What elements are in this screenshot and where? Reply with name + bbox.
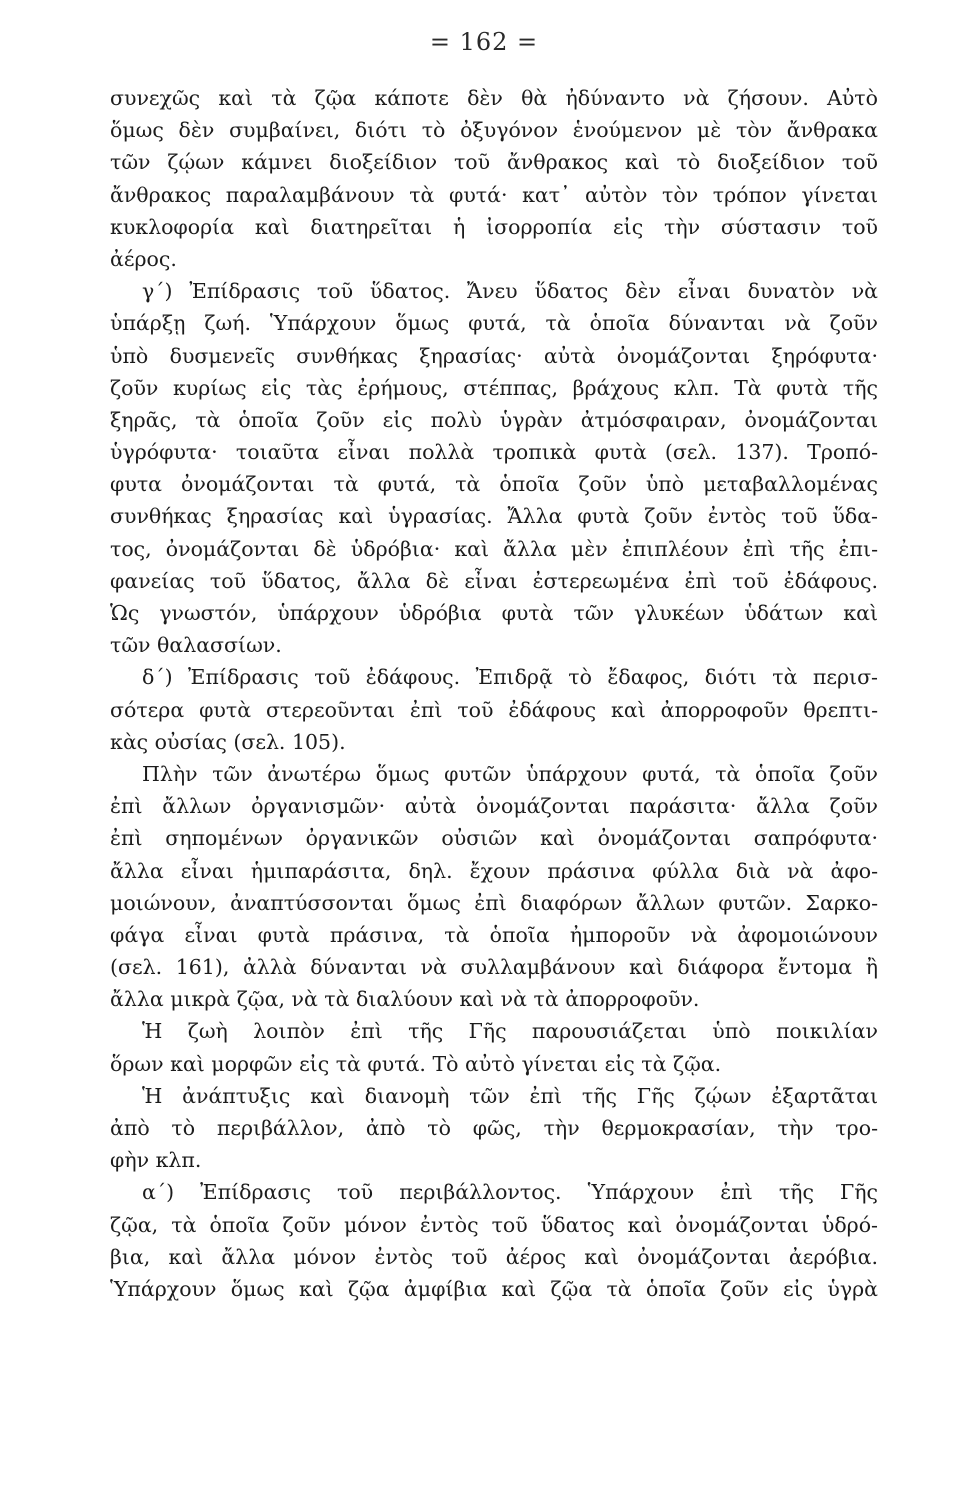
text-line: συνθήκας ξηρασίας καὶ ὑγρασίας. Ἄλλα φυτὰ ζοῦν ἐντὸς τοῦ ὕδα- — [110, 504, 878, 529]
text-line: φυτα ὀνομάζονται τὰ φυτά, τὰ ὁποῖα ζοῦν ὑπὸ μεταβαλλομένας — [110, 472, 878, 497]
text-line: (σελ. 161), ἀλλὰ δύνανται νὰ συλλαμβάνουν καὶ διάφορα ἔντομα ἢ — [110, 955, 878, 980]
text-line: ὑπάρξῃ ζωή. Ὑπάρχουν ὅμως φυτά, τὰ ὁποῖα δύνανται νὰ ζοῦν — [110, 311, 878, 336]
text-line: ὑγρόφυτα· τοιαῦτα εἶναι πολλὰ τροπικὰ φυτὰ (σελ. 137). Τροπό- — [110, 440, 878, 465]
text-line: ὑπὸ δυσμενεῖς συνθήκας ξηρασίας· αὐτὰ ὀνομάζονται ξηρόφυτα· — [110, 343, 878, 368]
text-line: ἀπὸ τὸ περιβάλλον, ἀπὸ τὸ φῶς, τὴν θερμοκρασίαν, τὴν τρο- — [110, 1116, 878, 1140]
text-line: δ΄) Ἐπίδρασις τοῦ ἐδάφους. Ἐπιδρᾷ τὸ ἔδαφος, διότι τὰ περισ- — [142, 665, 878, 690]
text-line: τος, ὀνομάζονται δὲ ὑδρόβια· καὶ ἄλλα μὲν ἐπιπλέουν ἐπὶ τῆς ἐπι- — [110, 536, 878, 561]
text-line: τῶν θαλασσίων. — [110, 633, 282, 658]
text-line: κὰς οὐσίας (σελ. 105). — [110, 729, 346, 754]
text-line: φὴν κλπ. — [110, 1148, 202, 1173]
text-line: γ΄) Ἐπίδρασις τοῦ ὕδατος. Ἄνευ ὕδατος δὲν εἶναι δυνατὸν νὰ — [142, 279, 878, 304]
text-line: Ἡ ἀνάπτυξις καὶ διανομὴ τῶν ἐπὶ τῆς Γῆς ζῴων ἐξαρτᾶται — [142, 1083, 878, 1108]
text-line: τῶν ζῴων κάμνει διοξείδιον τοῦ ἄνθρακος καὶ τὸ διοξείδιον τοῦ — [110, 150, 878, 175]
text-line: ἐπὶ ἄλλων ὀργανισμῶν· αὐτὰ ὀνομάζονται παράσιτα· ἄλλα ζοῦν — [110, 794, 878, 819]
text-body — [110, 82, 878, 1305]
text-line: βια, καὶ ἄλλα μόνον ἐντὸς τοῦ ἀέρος καὶ ὀνομάζονται ἀερόβια. — [110, 1244, 878, 1269]
text-line: ἄλλα μικρὰ ζῷα, νὰ τὰ διαλύουν καὶ νὰ τὰ ἀπορροφοῦν. — [110, 987, 700, 1012]
text-line: Ὡς γνωστόν, ὑπάρχουν ὑδρόβια φυτὰ τῶν γλυκέων ὑδάτων καὶ — [110, 601, 878, 625]
text-line: κυκλοφορία καὶ διατηρεῖται ἡ ἰσορροπία εἰς τὴν σύστασιν τοῦ — [110, 214, 878, 239]
text-line: συνεχῶς καὶ τὰ ζῷα κάποτε δὲν θὰ ἠδύναντο νὰ ζήσουν. Αὐτὸ — [110, 86, 878, 110]
text-line: ξηρᾶς, τὰ ὁποῖα ζοῦν εἰς πολὺ ὑγρὰν ἀτμόσφαιραν, ὀνομάζονται — [110, 407, 878, 432]
text-line: ζῷα, τὰ ὁποῖα ζοῦν μόνον ἐντὸς τοῦ ὕδατος καὶ ὀνομάζονται ὑδρό- — [110, 1212, 878, 1237]
text-line: Ὑπάρχουν ὅμως καὶ ζῷα ἀμφίβια καὶ ζῷα τὰ ὁποῖα ζοῦν εἰς ὑγρὰ — [110, 1276, 878, 1301]
text-line: α΄) Ἐπίδρασις τοῦ περιβάλλοντος. Ὑπάρχουν ἐπὶ τῆς Γῆς — [142, 1180, 878, 1205]
text-line: σότερα φυτὰ στερεοῦνται ἐπὶ τοῦ ἐδάφους καὶ ἀπορροφοῦν θρεπτι- — [110, 697, 878, 722]
text-line: ὅμως δὲν συμβαίνει, διότι τὸ ὀξυγόνον ἑνούμενον μὲ τὸν ἄνθρακα — [110, 118, 878, 143]
text-line: Πλὴν τῶν ἀνωτέρω ὅμως φυτῶν ὑπάρχουν φυτά, τὰ ὁποῖα ζοῦν — [142, 761, 878, 786]
text-line: ζοῦν κυρίως εἰς τὰς ἐρήμους, στέππας, βράχους κλπ. Τὰ φυτὰ τῆς — [110, 375, 878, 400]
text-line: ὅρων καὶ μορφῶν εἰς τὰ φυτά. Τὸ αὐτὸ γίνεται εἰς τὰ ζῷα. — [110, 1051, 722, 1076]
text-line: μοιώνουν, ἀναπτύσσονται ὅμως ἐπὶ διαφόρων ἄλλων φυτῶν. Σαρκο- — [110, 890, 878, 915]
page-number: = 162 = — [429, 28, 539, 56]
text-line: ἄνθρακος παραλαμβάνουν τὰ φυτά· κατ᾽ αὐτὸν τὸν τρόπον γίνεται — [110, 182, 878, 207]
text-line: ἄλλα εἶναι ἡμιπαράσιτα, δηλ. ἔχουν πράσινα φύλλα διὰ νὰ ἀφο- — [110, 858, 878, 883]
text-line: φάγα εἶναι φυτὰ πράσινα, τὰ ὁποῖα ἠμποροῦν νὰ ἀφομοιώνουν — [110, 922, 878, 947]
text-line: φανείας τοῦ ὕδατος, ἄλλα δὲ εἶναι ἐστερεωμένα ἐπὶ τοῦ ἐδάφους. — [110, 568, 878, 593]
text-line: ἐπὶ σηπομένων ὀργανικῶν οὐσιῶν καὶ ὀνομάζονται σαπρόφυτα· — [110, 826, 878, 851]
text-line: ἀέρος. — [110, 246, 177, 271]
text-line: Ἡ ζωὴ λοιπὸν ἐπὶ τῆς Γῆς παρουσιάζεται ὑπὸ ποικιλίαν — [142, 1019, 878, 1044]
